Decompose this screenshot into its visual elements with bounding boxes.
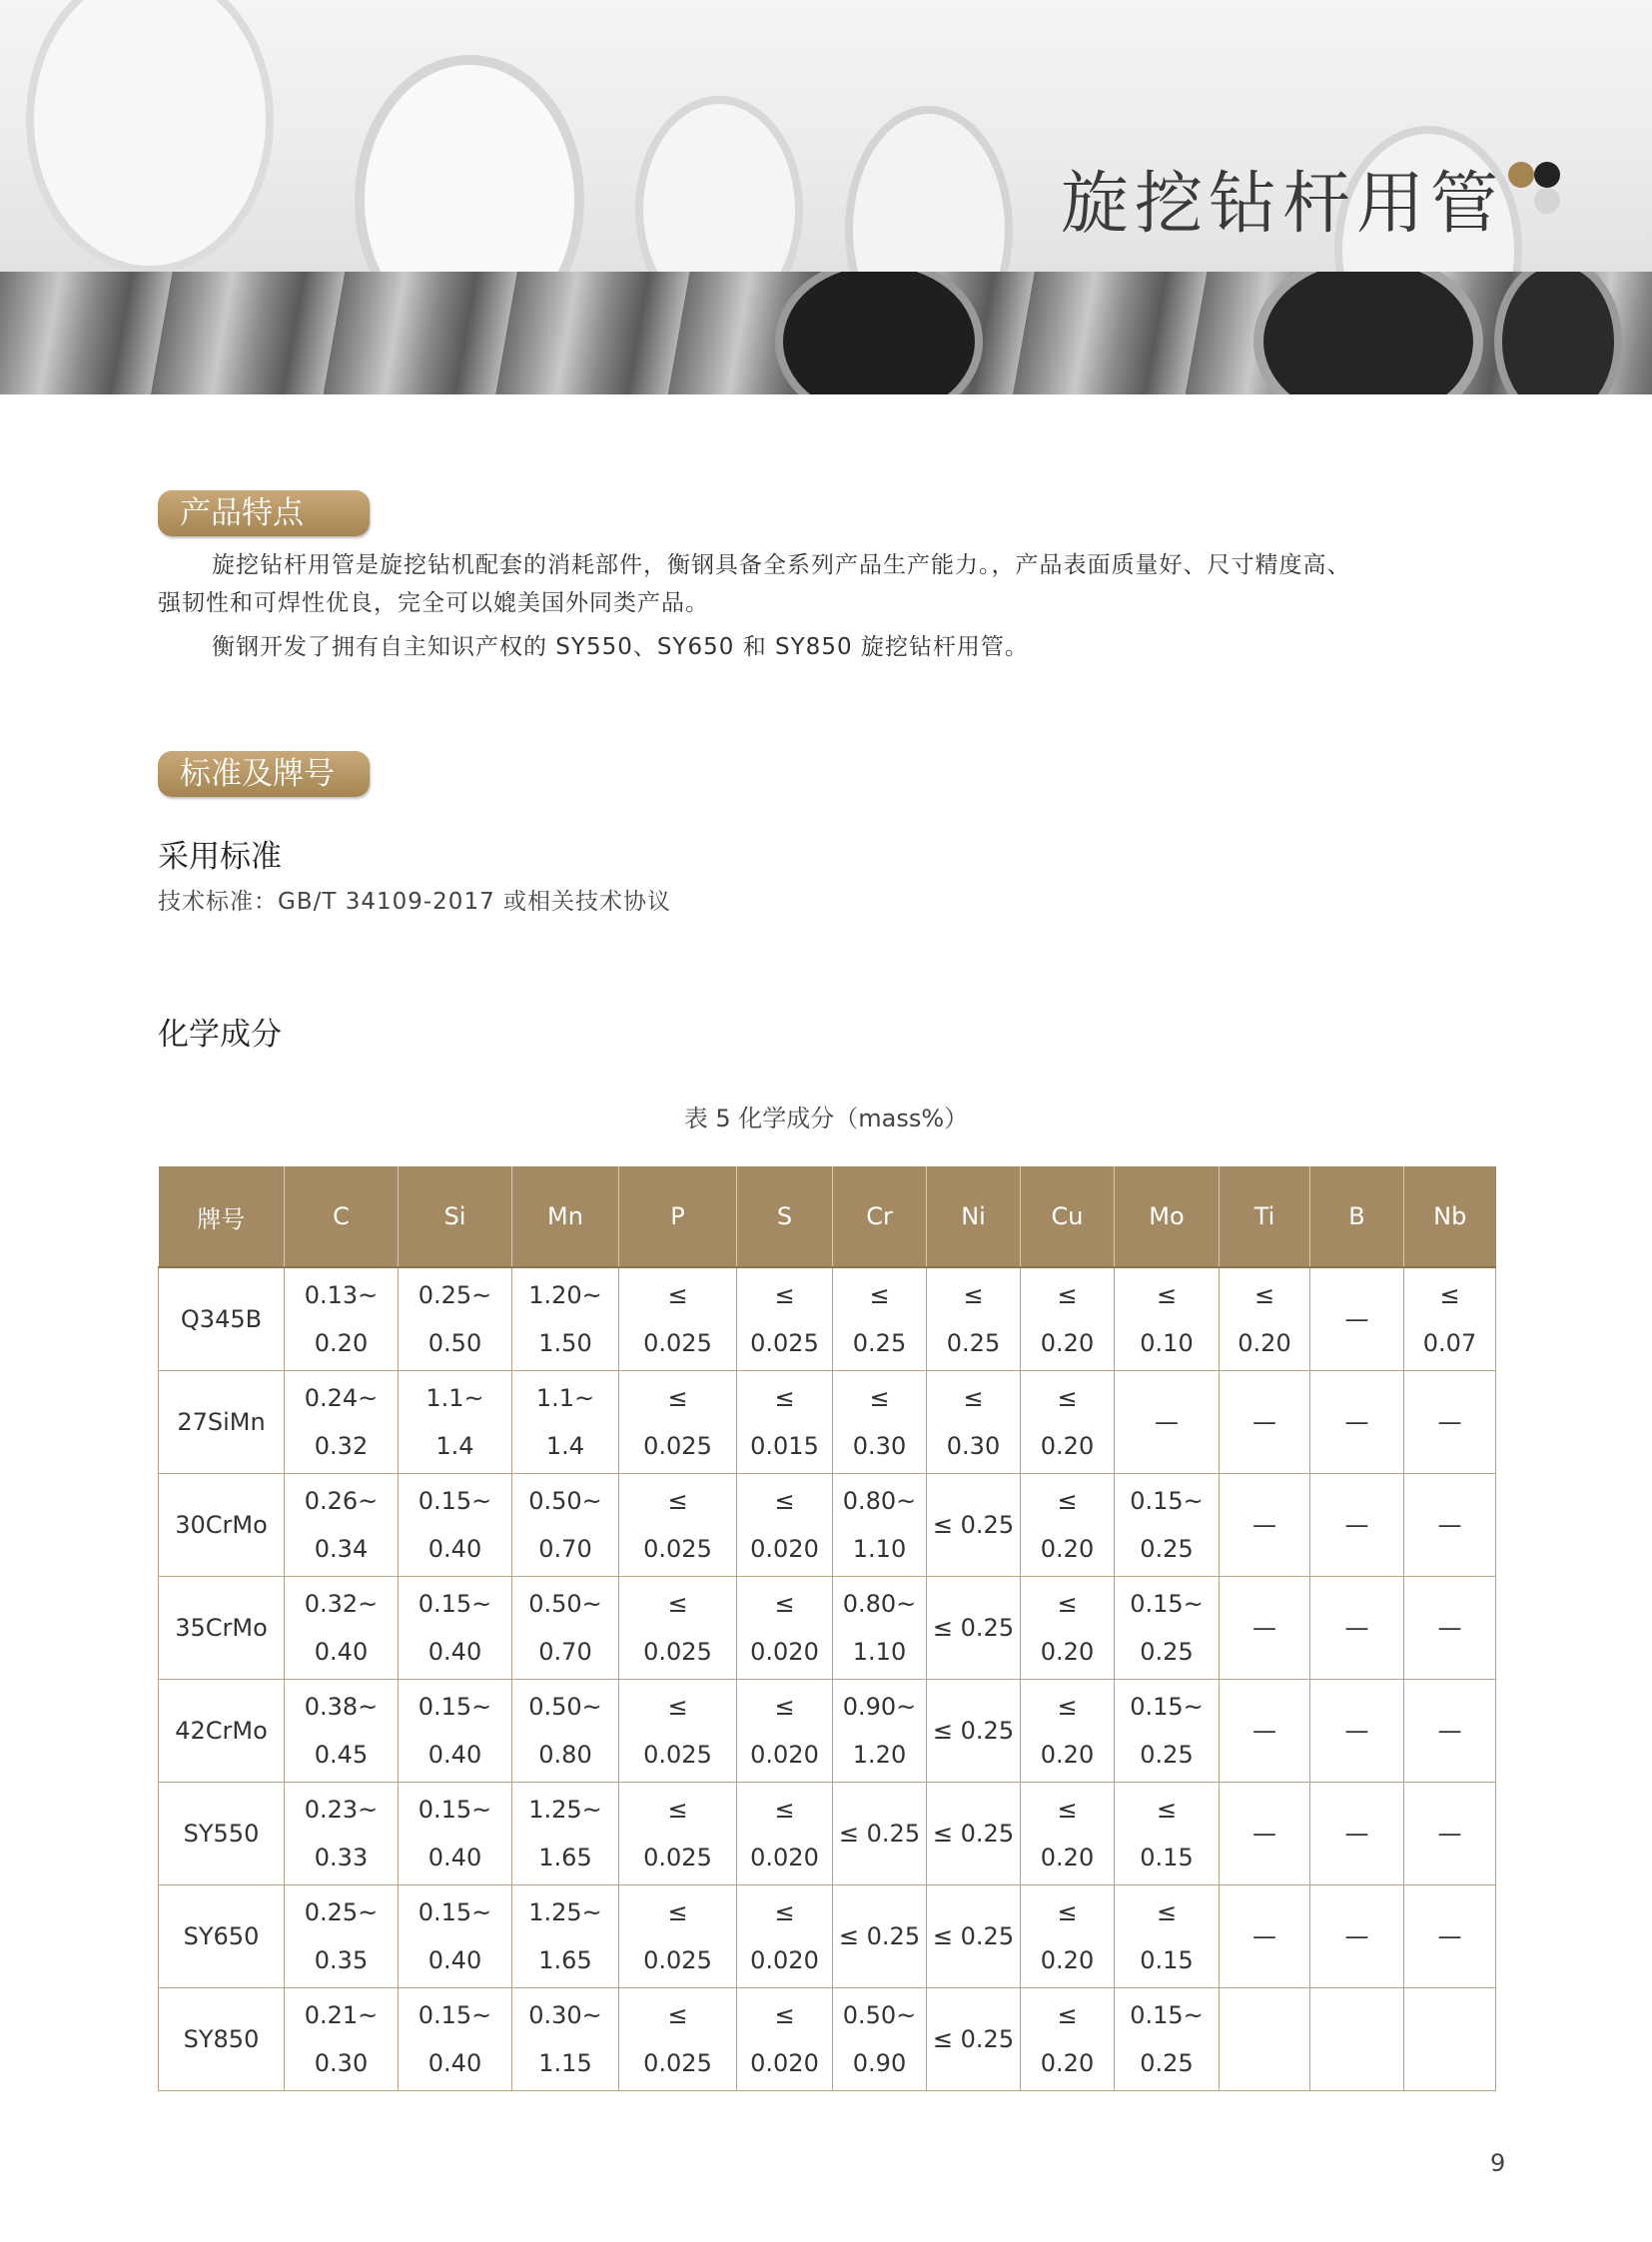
table-cell — [285, 1783, 399, 1885]
cell-lower-value: 0.25 — [946, 1329, 1001, 1357]
cell-lower-value: 0.70 — [538, 1638, 592, 1666]
cell-upper-value: ≤ — [667, 1590, 688, 1618]
cell-lower-value: 0.015 — [750, 1432, 819, 1460]
table-cell — [737, 1577, 833, 1680]
table-cell — [285, 1474, 399, 1577]
table-cell — [1021, 1577, 1115, 1680]
cell-lower-value: 0.020 — [750, 1946, 819, 1974]
table-cell — [399, 1885, 512, 1988]
table-cell: — — [1310, 1267, 1404, 1371]
table-cell: ≤ 0.25 — [927, 1680, 1021, 1783]
cell-upper-value: ≤ — [667, 1487, 688, 1515]
cell-upper-value: 1.1~ — [535, 1384, 595, 1412]
cell-lower-value: 0.40 — [427, 1844, 482, 1871]
table-cell: — — [1404, 1474, 1496, 1577]
table-cell — [737, 1371, 833, 1474]
table-header-row — [159, 1166, 1496, 1267]
cell-upper-value: ≤ — [1156, 1281, 1178, 1309]
cell-lower-value: 0.40 — [427, 2049, 482, 2077]
table-cell — [619, 1680, 737, 1783]
table-cell: — — [1404, 1680, 1496, 1783]
grade-cell: 27SiMn — [159, 1371, 285, 1474]
column-header: 牌号 — [159, 1166, 285, 1267]
table-cell: — — [1220, 1783, 1310, 1885]
table-cell — [1021, 1885, 1115, 1988]
table-cell: ≤ 0.25 — [927, 1474, 1021, 1577]
cell-upper-value: 0.50~ — [528, 1487, 602, 1515]
table-cell — [833, 1988, 927, 2091]
cell-lower-value: 0.025 — [643, 2049, 712, 2077]
cell-upper-value: ≤ — [869, 1281, 890, 1309]
cell-lower-value: 0.020 — [750, 1638, 819, 1666]
cell-lower-value: 1.50 — [538, 1329, 592, 1357]
cell-upper-value: ≤ — [774, 1487, 795, 1515]
table-row — [159, 1577, 1496, 1680]
cell-lower-value: 0.25 — [1140, 1741, 1194, 1769]
table-cell: — — [1404, 1371, 1496, 1474]
cell-lower-value: 0.025 — [643, 1329, 712, 1357]
table-cell — [512, 1680, 619, 1783]
section-pill-standards: 标准及牌号 — [158, 751, 370, 797]
cell-upper-value: 0.21~ — [304, 2001, 379, 2029]
column-header: Ni — [927, 1166, 1021, 1267]
cell-upper-value: 0.25~ — [417, 1281, 492, 1309]
cell-lower-value: 0.15 — [1140, 1844, 1194, 1871]
table-cell: — — [1310, 1783, 1404, 1885]
table-cell — [833, 1371, 927, 1474]
table-cell: — — [1310, 1474, 1404, 1577]
table-cell — [927, 1267, 1021, 1371]
cell-upper-value: ≤ — [774, 1384, 795, 1412]
cell-lower-value: 0.30 — [314, 2049, 369, 2077]
table-cell — [285, 1988, 399, 2091]
cell-upper-value: ≤ — [667, 1796, 688, 1824]
cell-upper-value: ≤ — [774, 2001, 795, 2029]
table-cell — [1115, 1267, 1220, 1371]
cell-upper-value: ≤ — [774, 1898, 795, 1926]
table-cell — [1021, 1474, 1115, 1577]
cell-upper-value: ≤ — [774, 1281, 795, 1309]
cell-lower-value: 0.25 — [1140, 1535, 1194, 1563]
cell-lower-value: 0.45 — [314, 1741, 369, 1769]
cell-upper-value: 1.25~ — [528, 1796, 602, 1824]
table-cell — [399, 1267, 512, 1371]
cell-upper-value: 0.50~ — [842, 2001, 917, 2029]
column-header: Si — [399, 1166, 512, 1267]
cell-upper-value: ≤ — [774, 1796, 795, 1824]
standard-text: 技术标准：GB/T 34109-2017 或相关技术协议 — [158, 889, 672, 915]
cell-lower-value: 1.4 — [545, 1432, 585, 1460]
cell-lower-value: 1.65 — [538, 1946, 592, 1974]
table-cell: ≤ 0.25 — [927, 1783, 1021, 1885]
cell-lower-value: 0.20 — [1238, 1329, 1291, 1357]
cell-lower-value: 0.025 — [643, 1741, 712, 1769]
table-cell — [619, 1885, 737, 1988]
page-title: 旋挖钻杆用管 — [1061, 165, 1505, 244]
cell-upper-value: ≤ — [1156, 1898, 1178, 1926]
grade-cell: 35CrMo — [159, 1577, 285, 1680]
table-cell — [1115, 1783, 1220, 1885]
table-cell — [1404, 1267, 1496, 1371]
cell-upper-value: ≤ — [1057, 1796, 1078, 1824]
table-row — [159, 1371, 1496, 1474]
cell-lower-value: 1.10 — [852, 1535, 907, 1563]
cell-upper-value: 1.1~ — [425, 1384, 484, 1412]
cell-upper-value: 0.50~ — [528, 1590, 602, 1618]
table-cell — [737, 1783, 833, 1885]
decorative-dots-icon — [1508, 162, 1568, 222]
table-cell — [1115, 1885, 1220, 1988]
table-cell — [285, 1680, 399, 1783]
cell-upper-value: ≤ — [667, 1384, 688, 1412]
table-cell: — — [1220, 1474, 1310, 1577]
cell-lower-value: 0.32 — [314, 1432, 369, 1460]
cell-lower-value: 0.33 — [314, 1844, 369, 1871]
table-cell — [512, 1474, 619, 1577]
cell-lower-value: 0.34 — [314, 1535, 369, 1563]
cell-upper-value: ≤ — [1156, 1796, 1178, 1824]
cell-lower-value: 0.70 — [538, 1535, 592, 1563]
table-cell: — — [1310, 1371, 1404, 1474]
cell-upper-value: 0.15~ — [1130, 2001, 1204, 2029]
table-cell: — — [1220, 1885, 1310, 1988]
table-row — [159, 1885, 1496, 1988]
section-pill-features: 产品特点 — [158, 490, 370, 536]
table-cell — [1021, 1371, 1115, 1474]
table-cell — [1021, 1267, 1115, 1371]
header-banner — [0, 0, 1652, 394]
cell-upper-value: 0.23~ — [304, 1796, 379, 1824]
table-cell — [399, 1577, 512, 1680]
cell-lower-value: 1.65 — [538, 1844, 592, 1871]
table-cell: ≤ 0.25 — [833, 1885, 927, 1988]
table-cell: ≤ 0.25 — [833, 1783, 927, 1885]
cell-upper-value: 0.25~ — [304, 1898, 379, 1926]
features-line-1: 旋挖钻杆用管是旋挖钻机配套的消耗部件，衡钢具备全系列产品生产能力。，产品表面质量好、尺寸精度高、 — [212, 552, 1351, 578]
cell-upper-value: ≤ — [963, 1281, 984, 1309]
cell-lower-value: 0.35 — [314, 1946, 369, 1974]
table-cell — [833, 1680, 927, 1783]
cell-lower-value: 1.15 — [538, 2049, 592, 2077]
column-header: Mo — [1115, 1166, 1220, 1267]
table-cell: — — [1310, 1885, 1404, 1988]
table-cell — [1220, 1267, 1310, 1371]
cell-lower-value: 0.40 — [427, 1535, 482, 1563]
cell-lower-value: 0.40 — [427, 1946, 482, 1974]
table-cell: — — [1404, 1783, 1496, 1885]
cell-upper-value: 0.15~ — [417, 2001, 492, 2029]
cell-lower-value: 0.25 — [1140, 2049, 1194, 2077]
cell-lower-value: 0.50 — [427, 1329, 482, 1357]
grade-cell: SY550 — [159, 1783, 285, 1885]
table-cell — [1021, 1680, 1115, 1783]
cell-upper-value: ≤ — [774, 1693, 795, 1721]
cell-lower-value: 0.07 — [1422, 1329, 1477, 1357]
cell-lower-value: 0.025 — [643, 1946, 712, 1974]
cell-lower-value: 0.15 — [1140, 1946, 1194, 1974]
column-header: Mn — [512, 1166, 619, 1267]
table-cell: — — [1310, 1680, 1404, 1783]
cell-upper-value: ≤ — [1057, 1487, 1078, 1515]
cell-upper-value: 0.15~ — [417, 1693, 492, 1721]
table-cell: — — [1220, 1680, 1310, 1783]
cell-upper-value: ≤ — [869, 1384, 890, 1412]
cell-upper-value: 0.90~ — [842, 1693, 917, 1721]
table-cell: ≤ 0.25 — [927, 1885, 1021, 1988]
table-cell: — — [1115, 1371, 1220, 1474]
cell-lower-value: 0.20 — [1040, 1741, 1095, 1769]
table-cell — [619, 1577, 737, 1680]
table-cell: — — [1220, 1371, 1310, 1474]
cell-upper-value: 0.15~ — [417, 1898, 492, 1926]
cell-lower-value: 0.020 — [750, 1741, 819, 1769]
table-cell — [737, 1474, 833, 1577]
table-cell — [1021, 1783, 1115, 1885]
cell-lower-value: 0.20 — [1040, 1844, 1095, 1871]
table-cell — [1115, 1988, 1220, 2091]
standard-heading: 采用标准 — [158, 839, 282, 875]
table-cell — [399, 1371, 512, 1474]
cell-lower-value: 0.20 — [1040, 1535, 1095, 1563]
cell-upper-value: ≤ — [667, 1693, 688, 1721]
table-cell — [399, 1988, 512, 2091]
table-cell — [833, 1474, 927, 1577]
cell-upper-value: 0.15~ — [1130, 1487, 1204, 1515]
table-cell — [619, 1267, 737, 1371]
cell-upper-value: 0.30~ — [528, 2001, 602, 2029]
pipe-ends-illustration — [0, 272, 1652, 394]
grade-cell: Q345B — [159, 1267, 285, 1371]
table-cell — [1021, 1988, 1115, 2091]
cell-lower-value: 0.80 — [538, 1741, 592, 1769]
table-cell — [285, 1885, 399, 1988]
cell-lower-value: 0.25 — [1140, 1638, 1194, 1666]
table-cell — [285, 1267, 399, 1371]
features-line-2: 强韧性和可焊性优良，完全可以媲美国外同类产品。 — [158, 590, 709, 616]
table-cell — [619, 1371, 737, 1474]
table-cell — [1115, 1474, 1220, 1577]
table-cell — [1220, 1988, 1310, 2091]
table-cell — [512, 1783, 619, 1885]
cell-lower-value: 0.025 — [643, 1535, 712, 1563]
table-cell — [737, 1680, 833, 1783]
table-cell — [399, 1680, 512, 1783]
grade-cell: SY850 — [159, 1988, 285, 2091]
cell-upper-value: 0.80~ — [842, 1590, 917, 1618]
cell-upper-value: 1.25~ — [528, 1898, 602, 1926]
table-cell — [1115, 1577, 1220, 1680]
column-header: Cr — [833, 1166, 927, 1267]
grade-cell: 30CrMo — [159, 1474, 285, 1577]
cell-lower-value: 0.10 — [1140, 1329, 1194, 1357]
cell-upper-value: 1.20~ — [528, 1281, 602, 1309]
table-row — [159, 1267, 1496, 1371]
cell-upper-value: 0.15~ — [417, 1796, 492, 1824]
cell-upper-value: ≤ — [667, 1898, 688, 1926]
cell-lower-value: 0.30 — [852, 1432, 907, 1460]
banner-pipes-dark — [0, 272, 1652, 394]
table-row — [159, 1783, 1496, 1885]
cell-lower-value: 0.025 — [643, 1432, 712, 1460]
cell-lower-value: 0.020 — [750, 1535, 819, 1563]
column-header: Cu — [1021, 1166, 1115, 1267]
cell-lower-value: 0.020 — [750, 1844, 819, 1871]
cell-lower-value: 0.25 — [852, 1329, 907, 1357]
cell-lower-value: 0.20 — [1040, 1638, 1095, 1666]
column-header: S — [737, 1166, 833, 1267]
cell-upper-value: 0.50~ — [528, 1693, 602, 1721]
table-cell — [833, 1577, 927, 1680]
cell-lower-value: 0.20 — [1040, 1432, 1095, 1460]
cell-upper-value: ≤ — [667, 2001, 688, 2029]
table-cell: — — [1220, 1577, 1310, 1680]
cell-upper-value: ≤ — [1057, 1384, 1078, 1412]
table-cell: — — [1310, 1577, 1404, 1680]
table-cell: — — [1404, 1885, 1496, 1988]
cell-upper-value: ≤ — [1057, 1281, 1078, 1309]
cell-lower-value: 0.025 — [643, 1844, 712, 1871]
table-cell — [927, 1371, 1021, 1474]
table-cell — [737, 1885, 833, 1988]
cell-upper-value: 0.15~ — [417, 1487, 492, 1515]
table-row — [159, 1680, 1496, 1783]
cell-lower-value: 0.025 — [750, 1329, 819, 1357]
cell-upper-value: 0.32~ — [304, 1590, 379, 1618]
cell-lower-value: 0.20 — [314, 1329, 369, 1357]
cell-upper-value: ≤ — [1057, 1693, 1078, 1721]
table-cell — [1115, 1680, 1220, 1783]
cell-upper-value: ≤ — [1057, 1898, 1078, 1926]
cell-lower-value: 0.025 — [643, 1638, 712, 1666]
cell-upper-value: ≤ — [667, 1281, 688, 1309]
column-header: C — [285, 1166, 399, 1267]
table-cell: ≤ 0.25 — [927, 1988, 1021, 2091]
page-number: 9 — [1490, 2149, 1506, 2177]
cell-upper-value: 0.15~ — [417, 1590, 492, 1618]
table-cell — [285, 1371, 399, 1474]
cell-lower-value: 0.20 — [1040, 1329, 1095, 1357]
cell-upper-value: 0.80~ — [842, 1487, 917, 1515]
table-cell — [1404, 1988, 1496, 2091]
cell-upper-value: ≤ — [774, 1590, 795, 1618]
table-cell — [285, 1577, 399, 1680]
table-cell — [737, 1267, 833, 1371]
cell-lower-value: 0.40 — [314, 1638, 369, 1666]
table-cell — [399, 1783, 512, 1885]
table-cell — [512, 1988, 619, 2091]
table-cell: — — [1404, 1577, 1496, 1680]
cell-upper-value: 0.24~ — [304, 1384, 379, 1412]
cell-lower-value: 0.20 — [1040, 2049, 1095, 2077]
cell-upper-value: 0.38~ — [304, 1693, 379, 1721]
cell-lower-value: 0.20 — [1040, 1946, 1095, 1974]
column-header: B — [1310, 1166, 1404, 1267]
table-cell — [512, 1371, 619, 1474]
cell-upper-value: ≤ — [963, 1384, 984, 1412]
table-cell: ≤ 0.25 — [927, 1577, 1021, 1680]
cell-upper-value: ≤ — [1439, 1281, 1460, 1309]
cell-upper-value: 0.15~ — [1130, 1693, 1204, 1721]
column-header: P — [619, 1166, 737, 1267]
cell-upper-value: 0.15~ — [1130, 1590, 1204, 1618]
cell-upper-value: 0.26~ — [304, 1487, 379, 1515]
table-cell — [619, 1783, 737, 1885]
cell-upper-value: ≤ — [1057, 1590, 1078, 1618]
grade-cell: 42CrMo — [159, 1680, 285, 1783]
chemical-heading: 化学成分 — [158, 1017, 282, 1053]
table-cell — [399, 1474, 512, 1577]
cell-lower-value: 1.4 — [435, 1432, 474, 1460]
cell-lower-value: 0.90 — [852, 2049, 907, 2077]
cell-upper-value: 0.13~ — [304, 1281, 379, 1309]
cell-lower-value: 0.30 — [946, 1432, 1001, 1460]
table-cell — [619, 1474, 737, 1577]
features-line-3: 衡钢开发了拥有自主知识产权的 SY550、SY650 和 SY850 旋挖钻杆用管。 — [212, 634, 1029, 660]
cell-lower-value: 0.40 — [427, 1741, 482, 1769]
column-header: Ti — [1220, 1166, 1310, 1267]
cell-lower-value: 1.20 — [852, 1741, 907, 1769]
cell-lower-value: 0.40 — [427, 1638, 482, 1666]
table-row — [159, 1988, 1496, 2091]
table-cell — [512, 1577, 619, 1680]
table-cell — [619, 1988, 737, 2091]
table-cell — [512, 1885, 619, 1988]
column-header: Nb — [1404, 1166, 1496, 1267]
table-caption: 表 5 化学成分（mass%） — [683, 1105, 969, 1132]
cell-lower-value: 1.10 — [852, 1638, 907, 1666]
table-cell — [1310, 1988, 1404, 2091]
table-cell — [737, 1988, 833, 2091]
grade-cell: SY650 — [159, 1885, 285, 1988]
table-cell — [833, 1267, 927, 1371]
cell-lower-value: 0.020 — [750, 2049, 819, 2077]
table-row — [159, 1474, 1496, 1577]
cell-upper-value: ≤ — [1253, 1281, 1275, 1309]
table-cell — [512, 1267, 619, 1371]
chemical-composition-table — [158, 1166, 1496, 2091]
cell-upper-value: ≤ — [1057, 2001, 1078, 2029]
